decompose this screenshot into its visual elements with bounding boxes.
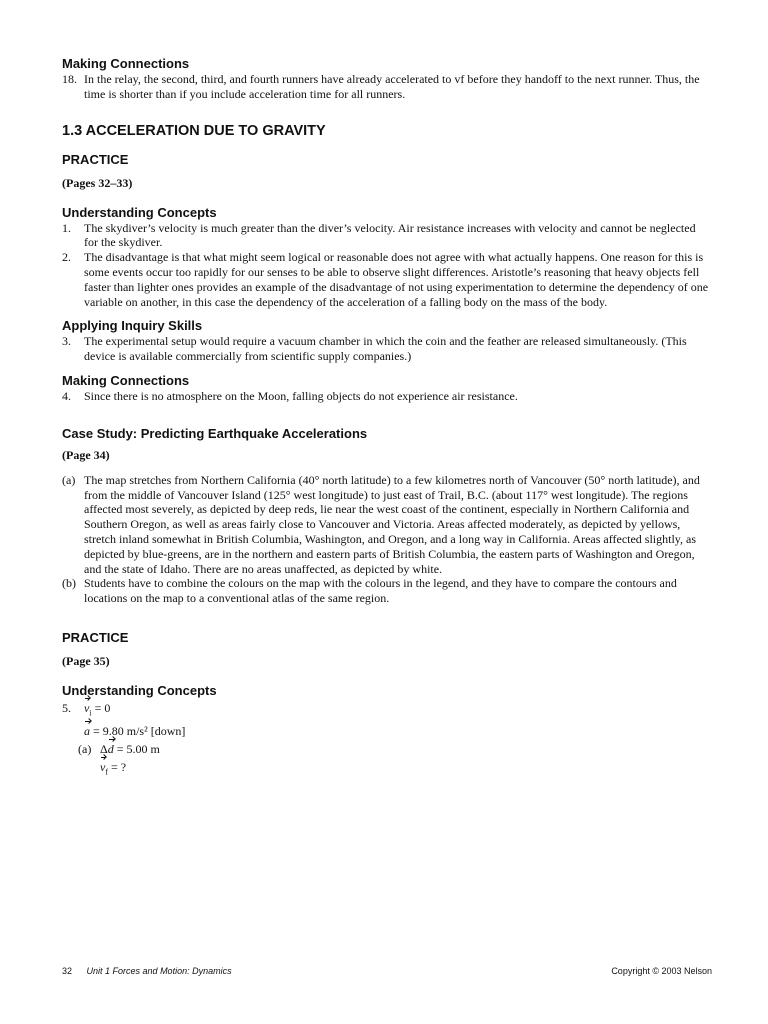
list-item: 4. Since there is no atmosphere on the Moon, falling objects do not experience air resistance.: [62, 388, 518, 403]
heading-making-connections-1: Making Connections: [62, 56, 190, 71]
page-range-2: (Page 35): [62, 653, 110, 668]
page-footer: [62, 966, 712, 976]
page-content: [62, 56, 712, 782]
unit-title: Unit 1 Forces and Motion: Dynamics: [86, 966, 232, 976]
heading-understanding-concepts-2: Understanding Concepts: [62, 682, 217, 698]
page-range-case-study: (Page 34): [62, 447, 110, 462]
list-item: 2. The disadvantage is that what might seem logical or reasonable does not agree with what actually happens. One reason for this is some events occur too rapidly for our senses to be able to observe slight differences. Aristotle’s reasoning that heavy objects fell faster than lighter ones provides an example of the disadvantage of not using experimentation to determine the dependency of one variable on another, in this case the dependency of the acceleration of a falling body on the mass of the body.: [62, 250, 709, 309]
equation-block: 5. $v_i = 0$ a = 9.80 m/s² [down] (a) Δd = 5.00 m $v_f$ = ?: [62, 700, 186, 777]
page-range-1: (Pages 32–33): [62, 175, 133, 190]
heading-making-connections-2: Making Connections: [62, 372, 190, 388]
list-item: (a) The map stretches from Northern California (40° north latitude) to a few kilometres north of Vancouver (50° north latitude), and from the middle of Vancouver Island (125° west longitude) to just east of Trail, B.C. (about 117° west longitude). The regions affected most severely, as depicted by deep reds, lie near the west coast of the continent, especially in Northern California and Southern Oregon, as well as areas fairly close to Vancouver and Victoria. Areas affected moderately, as depicted by yellows, stretch inland somewhat in British Columbia, Washington, and Oregon, and a long way in California. Areas affected slightly, as depicted by blue-greens, are in the northern and eastern parts of British Columbia, the eastern parts of Washington and Oregon, and the state of Idaho. There are no areas unaffected, as depicted by white.: [62, 472, 700, 576]
list-item: 1. The skydiver’s velocity is much greater than the diver’s velocity. Air resistance increases with velocity and cannot be neglected for the skydiver.: [62, 220, 696, 250]
list-item: (b) Students have to combine the colours on the map with the colours in the legend, and they have to compare the contours and locations on the map to a conventional atlas of the same region.: [62, 576, 677, 606]
practice-heading-2: PRACTICE: [62, 629, 129, 645]
heading-case-study: Case Study: Predicting Earthquake Accelerations: [62, 425, 368, 441]
page-number: 32: [62, 966, 73, 976]
copyright: Copyright © 2003 Nelson: [611, 966, 712, 976]
heading-understanding-concepts-1: Understanding Concepts: [62, 204, 217, 220]
list-item: 18. In the relay, the second, third, and fourth runners have already accelerated to vf before they handoff to the next runner. Thus, the time is shorter than if you include acceleration time for all runners.: [62, 72, 700, 101]
heading-applying-inquiry-skills: Applying Inquiry Skills: [62, 318, 203, 334]
list-item: 3. The experimental setup would require a vacuum chamber in which the coin and the feather are released simultaneously. (This device is available commercially from scientific supply companies.): [62, 334, 687, 364]
section-title: 1.3 ACCELERATION DUE TO GRAVITY: [62, 122, 326, 139]
practice-heading-1: PRACTICE: [62, 151, 129, 167]
